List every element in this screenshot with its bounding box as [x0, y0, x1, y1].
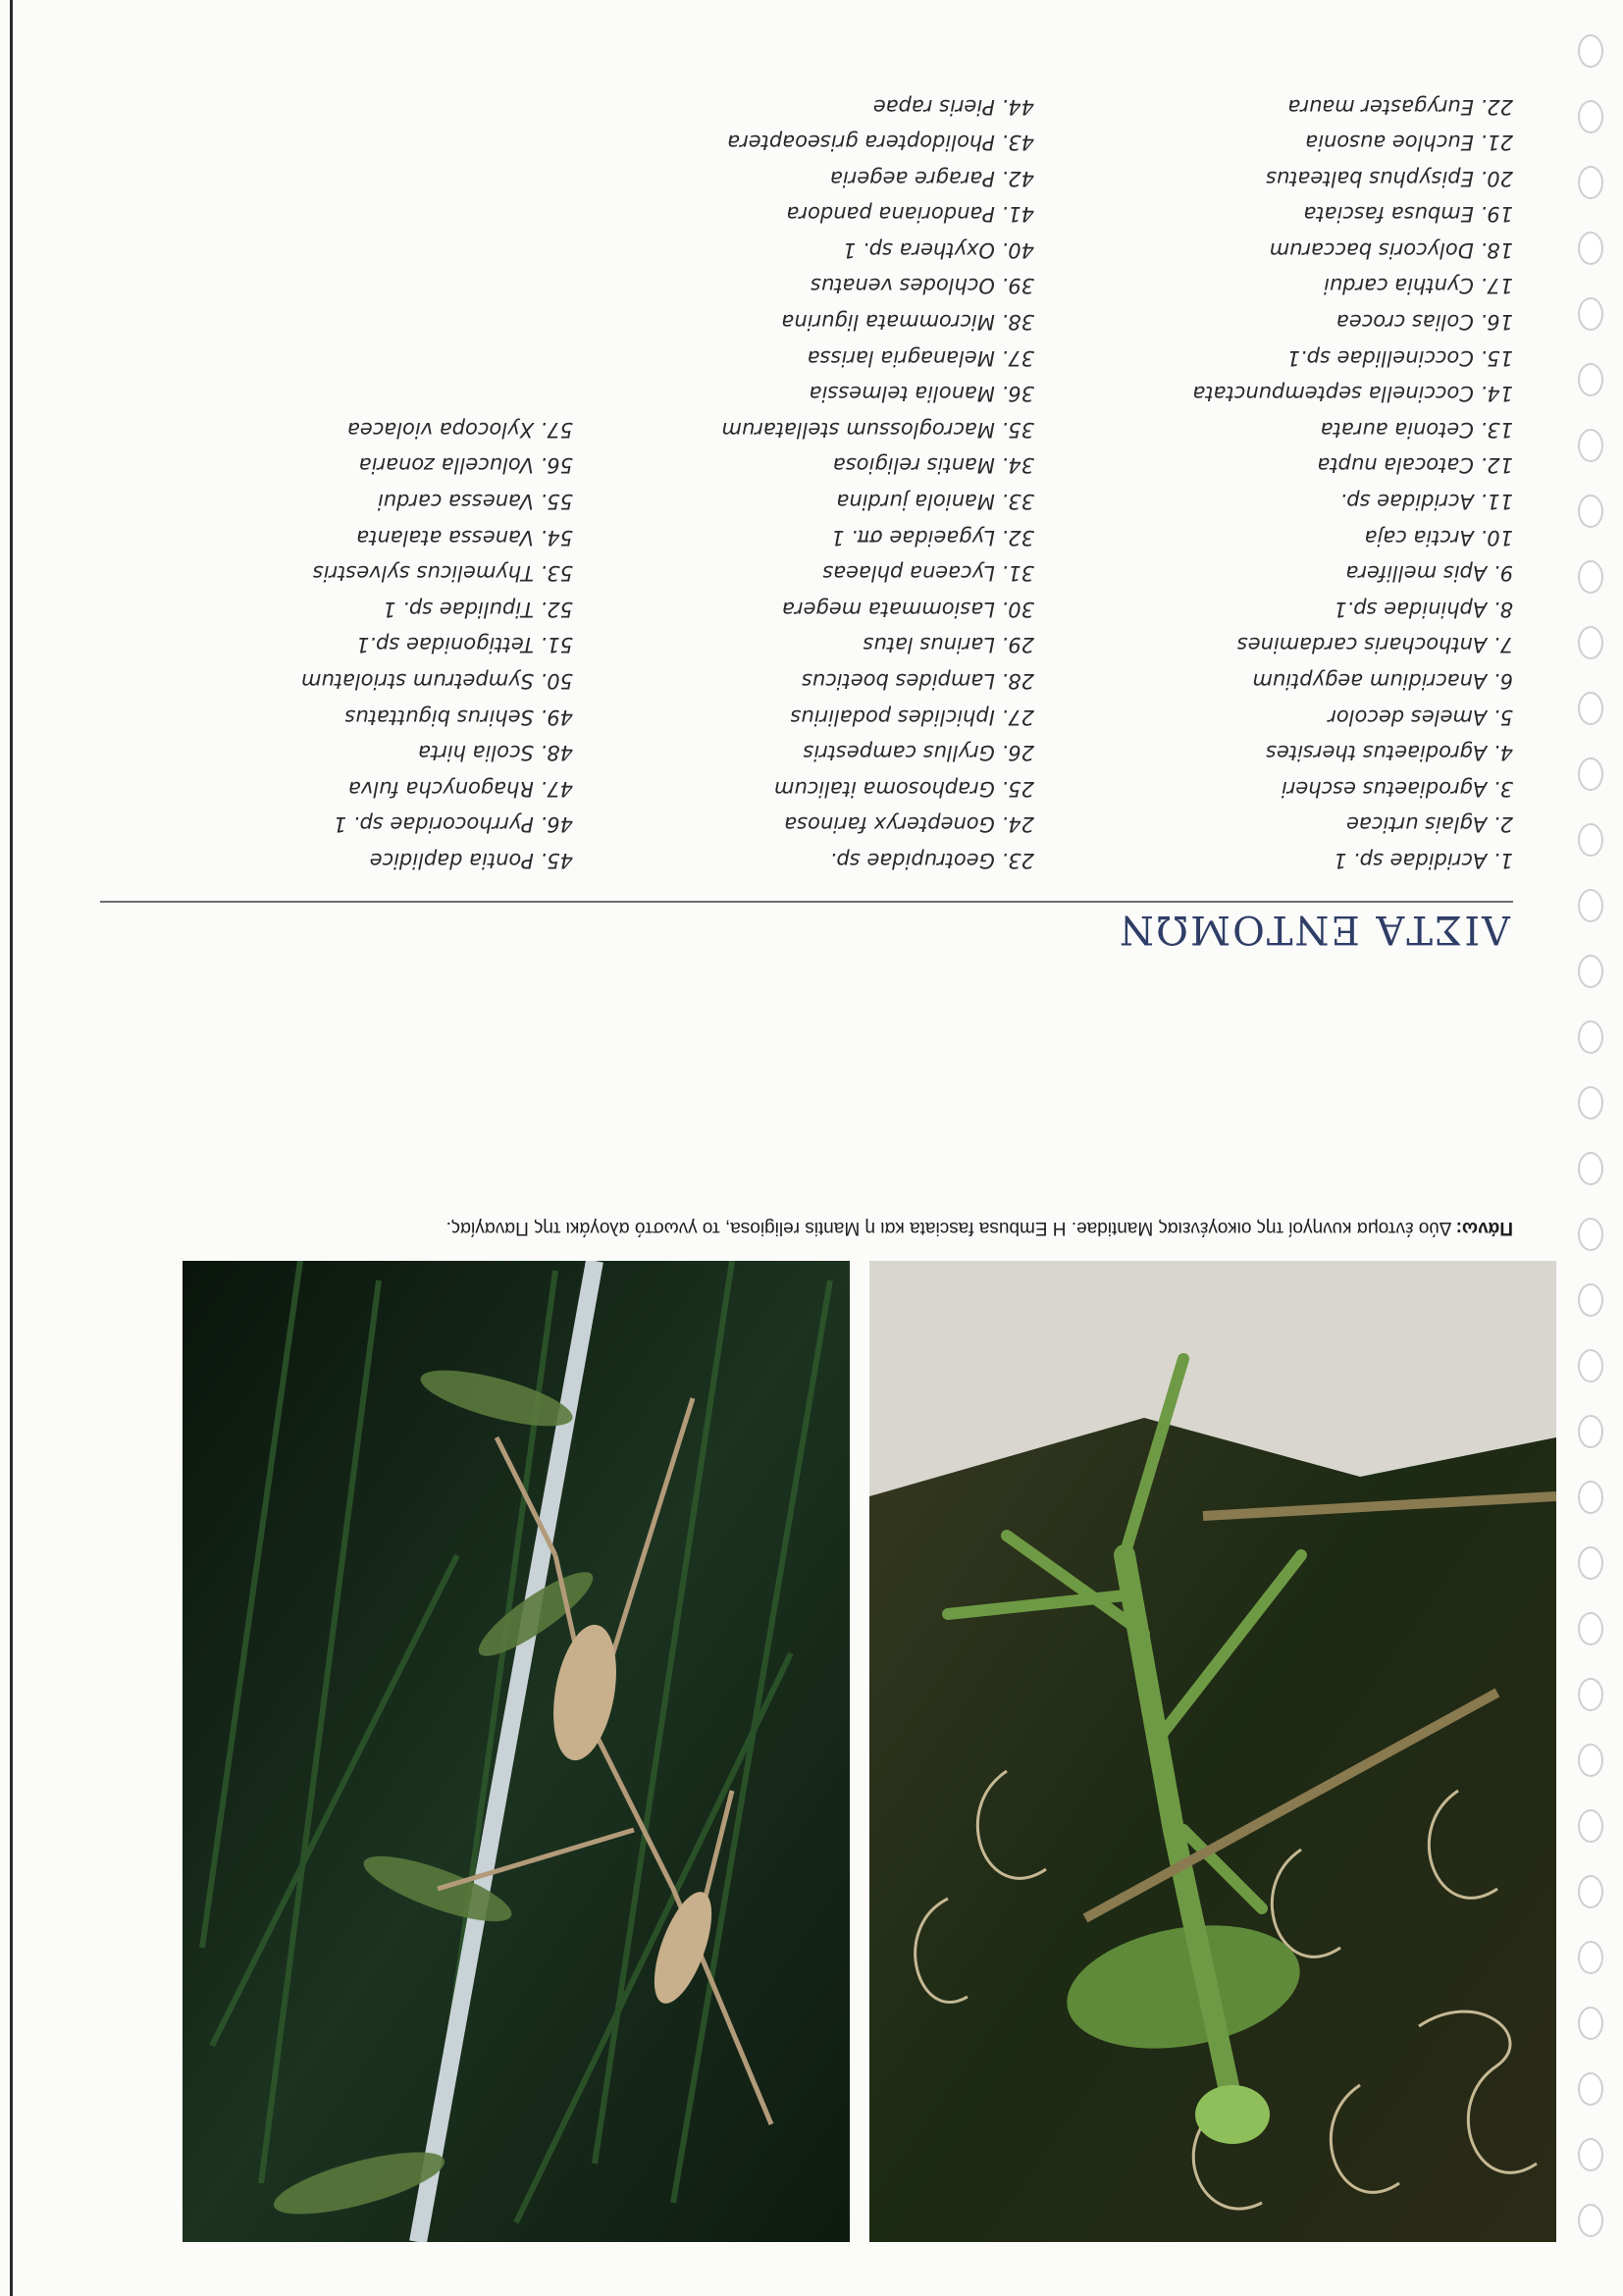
binding-holes	[1558, 0, 1603, 2296]
page-edge	[10, 0, 13, 2296]
list-item: 36. Manolia telmessia	[809, 382, 1034, 406]
binding-hole	[1578, 757, 1603, 791]
binding-hole	[1578, 1283, 1603, 1317]
list-item: 35. Macroglossum stellatarum	[721, 417, 1034, 442]
list-item: 12. Catocala nupta	[1317, 453, 1513, 478]
list-item: 10. Arctia caja	[1364, 525, 1513, 549]
caption-lead: Πάνω:	[1455, 1218, 1513, 1238]
list-item: 41. Pandoriana pandora	[786, 202, 1034, 227]
binding-hole	[1578, 232, 1603, 265]
list-item: 21. Euchloe ausonia	[1305, 130, 1513, 155]
photo-embusa-fasciata	[183, 1261, 850, 2242]
list-item: 44. Pieris rapae	[872, 94, 1034, 119]
binding-hole	[1578, 1086, 1603, 1120]
list-item: 6. Anacridium aegyptium	[1252, 669, 1513, 694]
list-item: 26. Gryllus campestris	[803, 741, 1034, 765]
list-item: 5. Ameles decolor	[1328, 704, 1513, 729]
list-item: 32. Lygaeidae σπ. 1	[831, 525, 1034, 549]
binding-hole	[1578, 34, 1603, 68]
binding-hole	[1578, 1349, 1603, 1383]
section-title: ΛΙΣΤΑ ΕΝΤΟΜΩΝ	[1117, 907, 1510, 952]
list-item: 8. Aphinidae sp.1	[1334, 597, 1513, 621]
binding-hole	[1578, 692, 1603, 725]
binding-hole	[1578, 1678, 1603, 1711]
binding-hole	[1578, 1481, 1603, 1514]
list-item: 34. Mantis religiosa	[832, 453, 1034, 478]
list-item: 51. Tettigonidae sp.1	[356, 633, 573, 657]
binding-hole	[1578, 823, 1603, 857]
binding-hole	[1578, 297, 1603, 331]
list-item: 20. Episyphus balteatus	[1266, 166, 1513, 190]
list-item: 17. Cynthia cardui	[1324, 274, 1513, 298]
binding-hole	[1578, 1020, 1603, 1054]
binding-hole	[1578, 2204, 1603, 2237]
list-item: 48. Scolia hirta	[418, 741, 573, 765]
list-item: 11. Acrididae sp.	[1339, 490, 1513, 514]
list-item: 43. Pholidoptera griseoaptera	[727, 130, 1034, 155]
list-item: 1. Acrididae sp. 1	[1333, 849, 1513, 872]
list-item: 45. Pontia daplidice	[369, 849, 573, 872]
list-item: 31. Lycaena phlaeas	[822, 561, 1034, 586]
binding-hole	[1578, 1809, 1603, 1843]
list-item: 40. Oxythera sp. 1	[842, 237, 1034, 262]
list-item: 42. Paragre aegeria	[829, 166, 1034, 190]
list-item: 53. Thymelicus sylvestris	[312, 561, 573, 586]
binding-hole	[1578, 1941, 1603, 1974]
list-item: 49. Sehirus biguttatus	[344, 704, 573, 729]
list-item: 38. Micrommata ligurina	[781, 310, 1034, 335]
binding-hole	[1578, 363, 1603, 396]
binding-hole	[1578, 429, 1603, 462]
photo-caption	[446, 1217, 1513, 1238]
binding-hole	[1578, 1612, 1603, 1645]
list-item: 19. Embusa fasciata	[1303, 202, 1513, 227]
binding-hole	[1578, 2007, 1603, 2040]
binding-hole	[1578, 1546, 1603, 1580]
list-item: 23. Geotrupidae sp.	[829, 849, 1034, 872]
binding-hole	[1578, 100, 1603, 133]
list-item: 7. Anthocharis cardamines	[1236, 633, 1513, 657]
list-item: 52. Tipulidae sp. 1	[383, 597, 573, 621]
caption-text: Δύο έντομα κυνηγοί της οικογένειας Mantidae. Η Embusa fasciata και η Mantis religiosa, το γνωστό αλογάκι της Παναγίας.	[445, 1218, 1456, 1238]
binding-hole	[1578, 2072, 1603, 2106]
title-divider	[100, 901, 1513, 903]
binding-hole	[1578, 495, 1603, 528]
binding-hole	[1578, 955, 1603, 988]
list-item: 29. Larinus latus	[863, 633, 1034, 657]
binding-hole	[1578, 1415, 1603, 1448]
binding-hole	[1578, 1152, 1603, 1185]
list-item: 9. Apis mellifera	[1345, 561, 1513, 586]
list-item: 39. Ochlodes venatus	[810, 274, 1034, 298]
list-item: 27. Iphiclides podalirius	[790, 704, 1034, 729]
list-item: 2. Aglais urticae	[1346, 812, 1513, 837]
list-item: 54. Vanessa atalanta	[356, 525, 573, 549]
binding-hole	[1578, 626, 1603, 659]
list-item: 33. Maniola jurdina	[836, 490, 1034, 514]
list-item: 18. Dolycoris baccarum	[1269, 237, 1513, 262]
list-item: 24. Gonepteryx farinosa	[784, 812, 1034, 837]
species-list-column-1	[1193, 88, 1513, 878]
species-list-column-3	[301, 411, 573, 878]
photo-mantis-religiosa	[869, 1261, 1556, 2242]
list-item: 57. Xylocopa violacea	[347, 417, 573, 442]
list-item: 50. Sympetrum striolatum	[300, 669, 573, 694]
list-item: 25. Graphosoma italicum	[773, 776, 1034, 801]
list-item: 55. Vanessa cardui	[377, 490, 573, 514]
binding-hole	[1578, 1744, 1603, 1777]
list-item: 15. Coccinellidae sp.1	[1286, 345, 1513, 370]
binding-hole	[1578, 2138, 1603, 2171]
list-item: 47. Rhagonycha fulva	[348, 776, 573, 801]
binding-hole	[1578, 166, 1603, 199]
list-item: 16. Colias crocea	[1335, 310, 1513, 335]
list-item: 22. Eurygaster maura	[1287, 94, 1513, 119]
list-item: 56. Volucella zonaria	[358, 453, 573, 478]
binding-hole	[1578, 889, 1603, 922]
binding-hole	[1578, 1875, 1603, 1908]
binding-hole	[1578, 1218, 1603, 1251]
list-item: 46. Pyrrhocoridae sp. 1	[333, 812, 573, 837]
list-item: 4. Agrodiaetus thersites	[1266, 741, 1513, 765]
species-list-column-2	[721, 88, 1034, 878]
binding-hole	[1578, 560, 1603, 594]
list-item: 37. Melanagria larissa	[807, 345, 1034, 370]
list-item: 14. Coccinella septempunctata	[1192, 382, 1513, 406]
list-item: 3. Agrodiaetus escheri	[1281, 776, 1513, 801]
list-item: 30. Lasiommata megera	[782, 597, 1034, 621]
list-item: 28. Lampides boeticus	[801, 669, 1034, 694]
list-item: 13. Cetonia aurata	[1320, 417, 1513, 442]
